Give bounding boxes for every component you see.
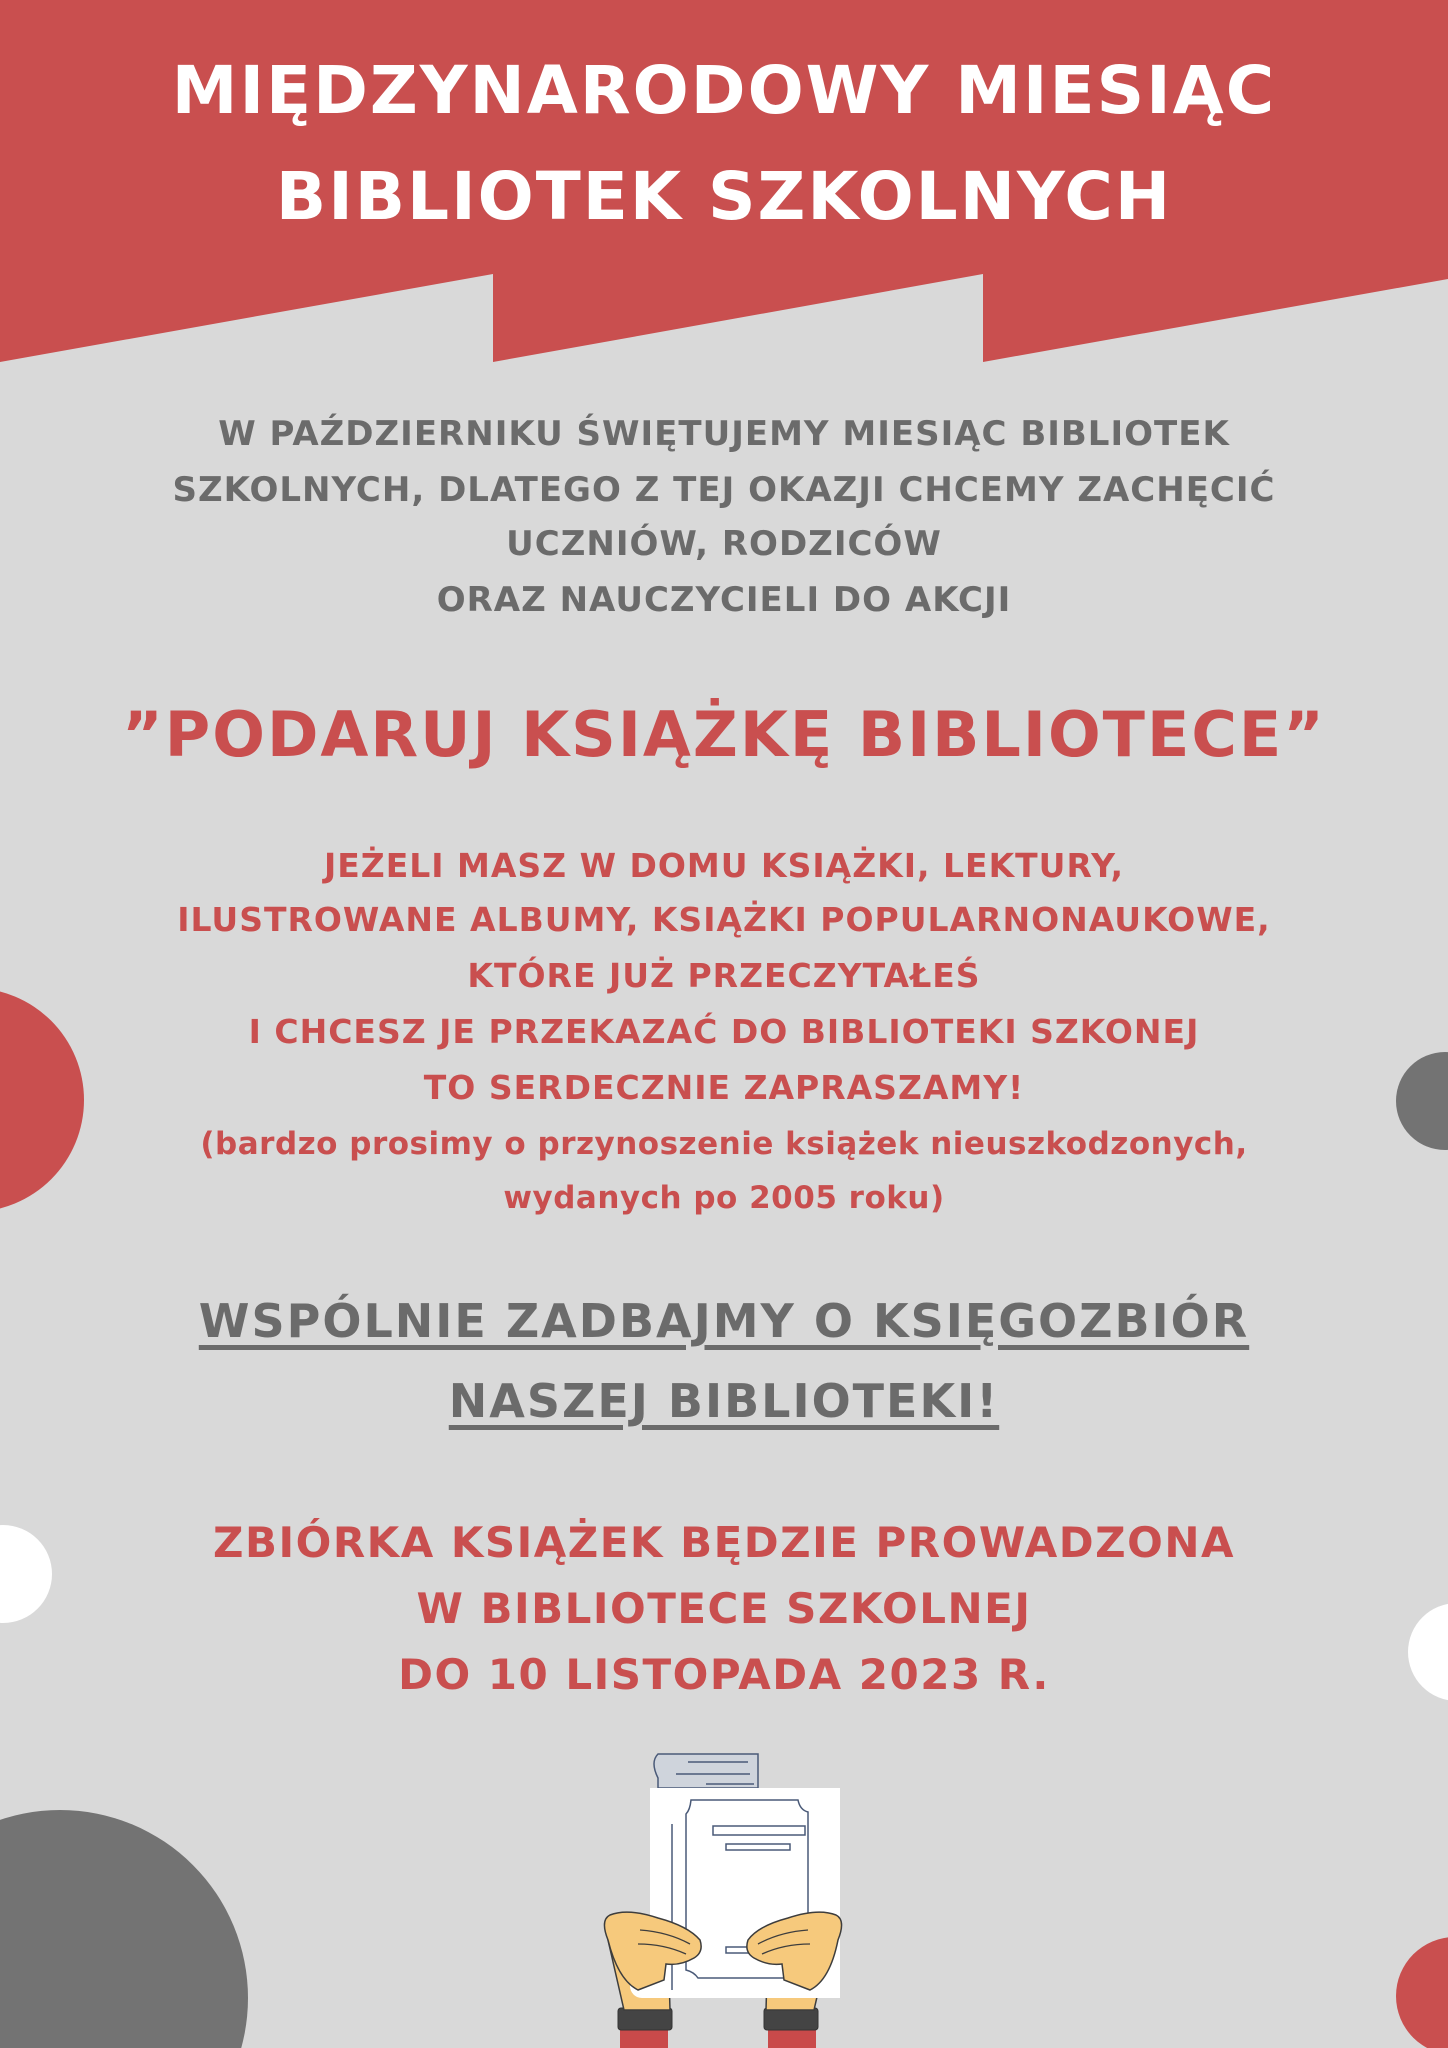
invitation-line-3: KTÓRE JUŻ PRZECZYTAŁEŚ (467, 956, 981, 995)
decorative-circle-gray-bottom-left (0, 1810, 248, 2048)
intro-line-1: W PAŹDZIERNIKU ŚWIĘTUJEMY MIESIĄC BIBLIOTEK (218, 414, 1230, 454)
invitation-line-5: TO SERDECZNIE ZAPRASZAMY! (423, 1068, 1025, 1107)
note-line-2: wydanych po 2005 roku) (503, 1180, 945, 1216)
intro-line-3: UCZNIÓW, RODZICÓW (506, 524, 942, 564)
call-to-action-text-1: WSPÓLNIE ZADBAJMY O KSIĘGOZBIÓR (198, 1294, 1250, 1348)
decorative-circle-red-bottom-right (1396, 1937, 1448, 2048)
call-to-action-line-2 (0, 1374, 1448, 1428)
call-to-action-line-1 (0, 1294, 1448, 1348)
hands-holding-book-icon (598, 1740, 858, 2048)
invitation-line-1: JEŻELI MASZ W DOMU KSIĄŻKI, LEKTURY, (323, 846, 1125, 885)
intro-line-4: ORAZ NAUCZYCIELI DO AKCJI (436, 580, 1012, 620)
intro-line-2: SZKOLNYCH, DLATEGO Z TEJ OKAZJI CHCEMY ZACHĘCIĆ (172, 470, 1276, 510)
title-line-2: BIBLIOTEK SZKOLNYCH (275, 158, 1173, 235)
call-to-action-text-2: NASZEJ BIBLIOTEKI! (448, 1374, 1000, 1428)
invitation-line-2: ILUSTROWANE ALBUMY, KSIĄŻKI POPULARNONAUKOWE, (177, 900, 1271, 939)
campaign-slogan: ”PODARUJ KSIĄŻKĘ BIBLIOTECE” (122, 698, 1326, 771)
closing-line-3: DO 10 LISTOPADA 2023 R. (398, 1650, 1050, 1699)
invitation-line-4: I CHCESZ JE PRZEKAZAĆ DO BIBLIOTEKI SZKONEJ (248, 1012, 1200, 1051)
title-line-1: MIĘDZYNARODOWY MIESIĄC (171, 52, 1277, 129)
closing-line-1: ZBIÓRKA KSIĄŻEK BĘDZIE PROWADZONA (213, 1518, 1235, 1567)
closing-line-2: W BIBLIOTECE SZKOLNEJ (416, 1584, 1032, 1633)
note-line-1: (bardzo prosimy o przynoszenie książek nieuszkodzonych, (200, 1126, 1248, 1162)
